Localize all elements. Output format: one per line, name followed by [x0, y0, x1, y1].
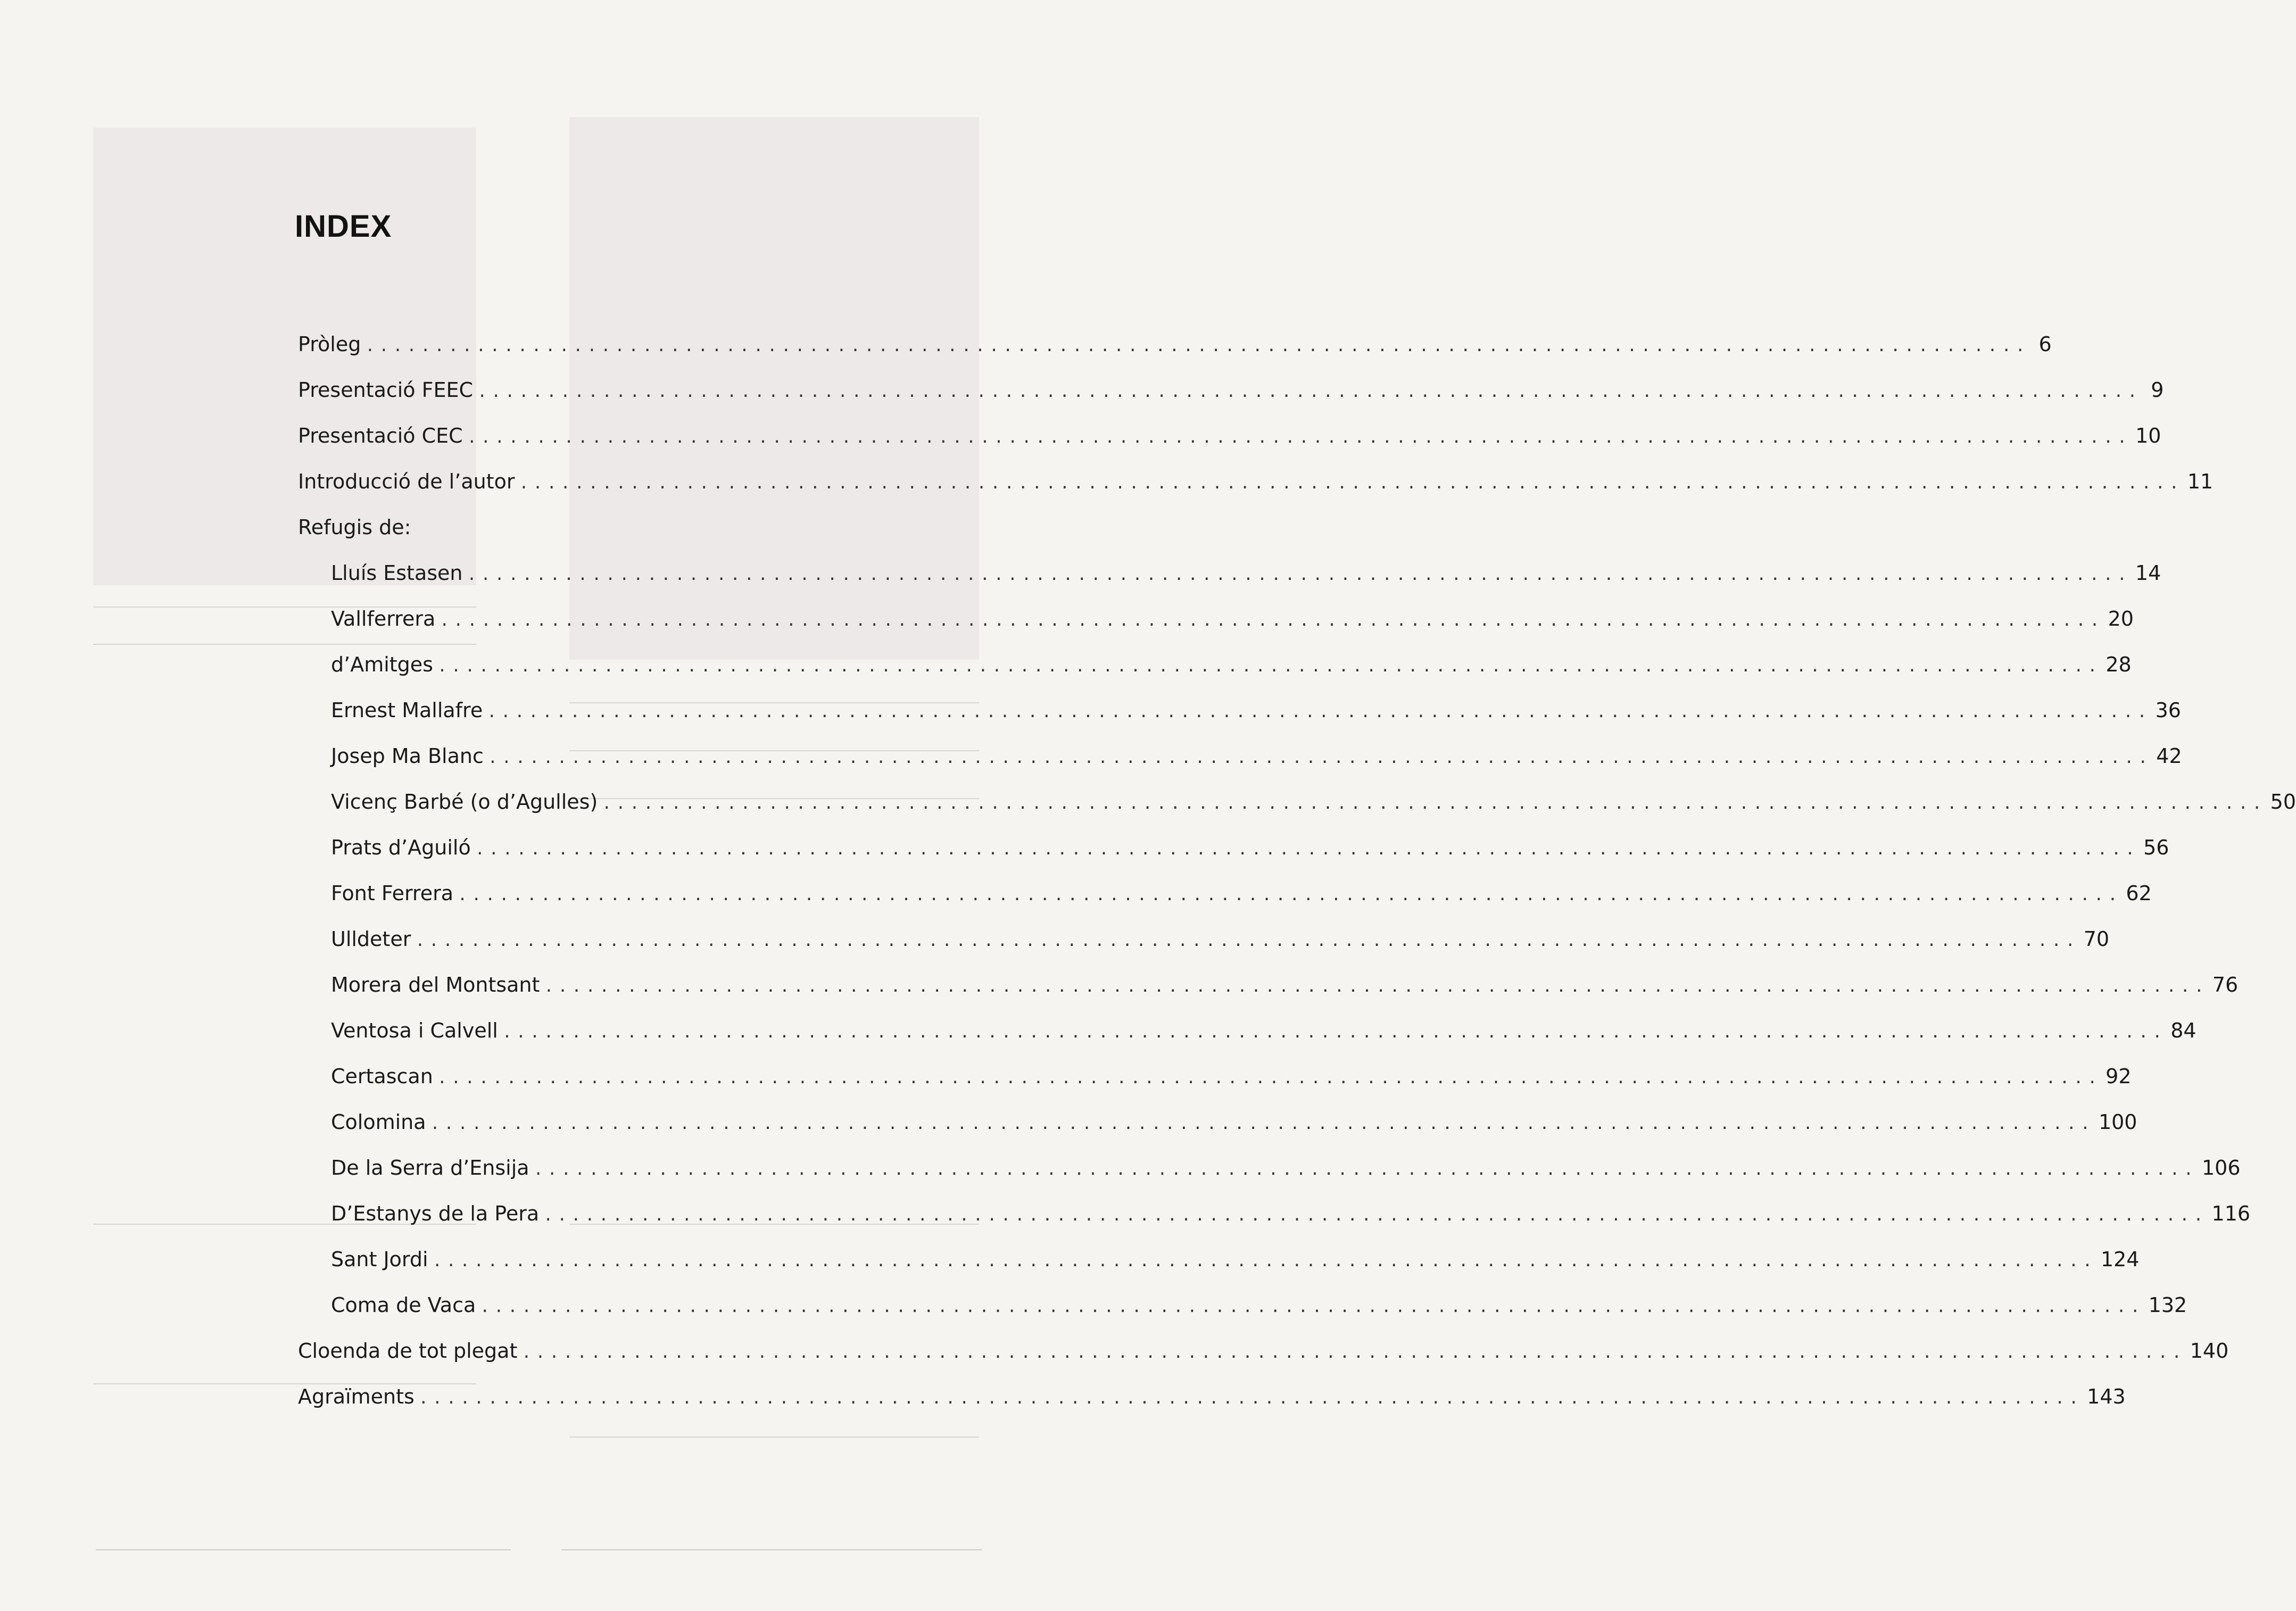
- toc-entry-page-number: 9: [2151, 378, 2164, 402]
- dot-leader: ........................................................................................................................: [544, 977, 2208, 996]
- dot-leader: ........................................................................................................................: [432, 1252, 2096, 1270]
- toc-entry-page-number: 84: [2170, 1019, 2196, 1042]
- dot-leader: ........................................................................................................................: [487, 703, 2151, 721]
- toc-entry: [298, 321, 2052, 367]
- toc-entry: [298, 687, 2181, 733]
- dot-leader: ........................................................................................................................: [543, 1206, 2208, 1225]
- toc-entry-page-number: 42: [2156, 744, 2182, 768]
- toc-entry-page-number: 20: [2108, 607, 2134, 630]
- toc-entry-title: Presentació FEEC: [298, 378, 474, 402]
- toc-entry-page-number: 70: [2083, 927, 2110, 951]
- toc-entry-title: Vicenç Barbé (o d’Agulles): [331, 790, 598, 813]
- toc-entry-title: Cloenda de tot plegat: [298, 1339, 518, 1363]
- toc-entry-title: Colomina: [331, 1110, 426, 1134]
- toc-entry-title: Pròleg: [298, 333, 361, 356]
- dot-leader: ........................................................................................................................: [467, 566, 2131, 584]
- dot-leader: ........................................................................................................................: [487, 749, 2152, 767]
- dot-leader: ........................................................................................................................: [467, 428, 2132, 447]
- table-of-contents: [298, 321, 2296, 1419]
- toc-entry-page-number: 10: [2135, 424, 2161, 447]
- toc-entry: [298, 733, 2182, 779]
- dot-leader: ........................................................................................................................: [458, 886, 2122, 904]
- dot-leader: ........................................................................................................................: [519, 474, 2183, 493]
- bottom-rule-left: [96, 1549, 511, 1550]
- toc-entry: [298, 1374, 2126, 1419]
- toc-entry-title: Prats d’Aguiló: [331, 836, 471, 859]
- toc-entry: [298, 1053, 2132, 1099]
- toc-entry-title: Ventosa i Calvell: [331, 1019, 498, 1042]
- toc-entry-page-number: 106: [2201, 1156, 2241, 1180]
- bottom-rule-right: [561, 1549, 982, 1550]
- toc-entry: [298, 596, 2134, 642]
- dot-leader: ........................................................................................................................: [365, 337, 2029, 355]
- toc-entry-page-number: 11: [2187, 470, 2214, 493]
- toc-entry-title: d’Amitges: [331, 653, 433, 676]
- toc-entry-page-number: 56: [2143, 836, 2169, 859]
- dot-leader: ........................................................................................................................: [415, 932, 2079, 950]
- dot-leader: ........................................................................................................................: [418, 1389, 2083, 1408]
- dot-leader: ........................................................................................................................: [480, 1298, 2144, 1316]
- dot-leader: ........................................................................................................................: [437, 657, 2102, 676]
- toc-entry-page-number: 124: [2100, 1248, 2140, 1271]
- toc-entry: [298, 1008, 2196, 1053]
- toc-entry-page-number: 6: [2038, 333, 2052, 356]
- toc-entry-page-number: 50: [2270, 790, 2296, 813]
- toc-entry-title: De la Serra d’Ensija: [331, 1156, 529, 1180]
- toc-entry-title: Morera del Montsant: [331, 973, 540, 997]
- toc-entry-page-number: 132: [2148, 1293, 2187, 1317]
- dot-leader: ........................................................................................................................: [430, 1115, 2094, 1133]
- bleed-through-line: [569, 1436, 979, 1438]
- toc-entry-title: Presentació CEC: [298, 424, 463, 447]
- toc-entry-page-number: 14: [2135, 561, 2161, 585]
- toc-entry-title: Coma de Vaca: [331, 1293, 476, 1317]
- toc-entry: [298, 550, 2161, 596]
- toc-entry-title: Sant Jordi: [331, 1248, 428, 1271]
- index-title: INDEX: [295, 209, 392, 244]
- toc-entry-title: Introducció de l’autor: [298, 470, 515, 493]
- toc-entry-page-number: 62: [2126, 882, 2152, 905]
- toc-entry: [298, 642, 2132, 687]
- toc-entry: [298, 779, 2296, 825]
- toc-entry: [298, 870, 2152, 916]
- toc-entry-page-number: 36: [2155, 699, 2181, 722]
- dot-leader: ........................................................................................................................: [602, 794, 2266, 813]
- toc-entry: [298, 1099, 2137, 1145]
- dot-leader: ........................................................................................................................: [533, 1160, 2198, 1179]
- dot-leader: ........................................................................................................................: [521, 1343, 2186, 1362]
- dot-leader: ........................................................................................................................: [502, 1023, 2167, 1042]
- refugis-heading: Refugis de:: [298, 516, 411, 539]
- toc-entry-title: Certascan: [331, 1065, 433, 1088]
- dot-leader: ........................................................................................................................: [440, 611, 2104, 630]
- toc-entry: [298, 1191, 2251, 1236]
- toc-entry-title: D’Estanys de la Pera: [331, 1202, 540, 1225]
- toc-entry-title: Lluís Estasen: [331, 561, 463, 585]
- toc-entry-page-number: 76: [2212, 973, 2239, 997]
- toc-entry-title: Agraïments: [298, 1385, 415, 1408]
- toc-entry-page-number: 143: [2087, 1385, 2126, 1408]
- toc-entry-title: Font Ferrera: [331, 882, 454, 905]
- toc-entry-page-number: 92: [2106, 1065, 2132, 1088]
- toc-entry-title: Ernest Mallafre: [331, 699, 483, 722]
- toc-entry-page-number: 140: [2190, 1339, 2229, 1363]
- dot-leader: ........................................................................................................................: [477, 383, 2142, 401]
- toc-entry: [298, 367, 2164, 413]
- toc-entry-title: Ulldeter: [331, 927, 411, 951]
- toc-entry-page-number: 116: [2211, 1202, 2251, 1225]
- toc-entry: [298, 1145, 2241, 1191]
- dot-leader: ........................................................................................................................: [475, 840, 2140, 859]
- toc-entry-page-number: 100: [2098, 1110, 2137, 1134]
- toc-entry: [298, 459, 2214, 504]
- toc-entry: [298, 916, 2110, 962]
- toc-entry: [298, 825, 2169, 870]
- toc-entry: [298, 413, 2161, 459]
- dot-leader: ........................................................................................................................: [437, 1069, 2102, 1087]
- toc-entry: [298, 962, 2239, 1008]
- toc-entry-title: Josep Ma Blanc: [331, 744, 484, 768]
- toc-entry-page-number: 28: [2106, 653, 2132, 676]
- toc-entry: [298, 1236, 2140, 1282]
- toc-entry: [298, 1328, 2229, 1374]
- toc-entry: [298, 1282, 2187, 1328]
- toc-entry-title: Vallferrera: [331, 607, 436, 630]
